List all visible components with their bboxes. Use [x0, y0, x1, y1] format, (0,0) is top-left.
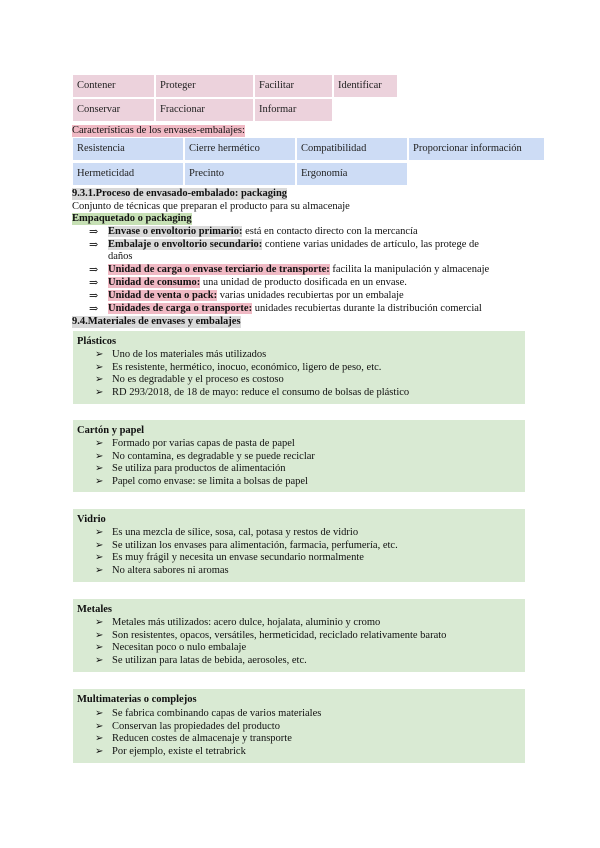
list-item: ➢ Es muy frágil y necesita un envase secundario normalmente — [95, 552, 364, 563]
features-label: Características de los envases-embalajes: — [72, 125, 245, 136]
arrow-icon: ⇒ — [89, 239, 99, 251]
material-title: Cartón y papel — [77, 425, 145, 436]
material-title: Plásticos — [77, 336, 117, 347]
list-item: ➢ Reducen costes de almacenaje y transporte — [95, 733, 292, 744]
feature-cell: Compatibilidad — [297, 138, 407, 160]
arrow-bullet-icon: ➢ — [95, 733, 104, 744]
arrow-bullet-icon: ➢ — [95, 475, 104, 487]
arrow-bullet-icon: ➢ — [95, 349, 104, 360]
arrow-icon: ⇒ — [89, 226, 99, 238]
material-title: Metales — [77, 604, 112, 615]
list-item: ➢ Papel como envase: se limita a bolsas de papel — [95, 475, 308, 487]
arrow-bullet-icon: ➢ — [95, 539, 104, 551]
section-heading: 9.4.Materiales de envases y embalajes — [72, 316, 241, 327]
arrow-bullet-icon: ➢ — [95, 361, 104, 373]
list-item: ➢ No contamina, es degradable y se puede reciclar — [95, 450, 315, 462]
arrow-icon: ⇒ — [89, 290, 99, 302]
feature-cell: Resistencia — [73, 138, 183, 160]
list-item: ➢ Uno de los materiales más utilizados — [95, 349, 267, 360]
section-subheading: Empaquetado o packaging — [72, 213, 192, 224]
list-item: Unidad de venta o pack: varias unidades recubiertas por un embalaje — [108, 290, 404, 301]
arrow-icon: ⇒ — [89, 277, 99, 289]
function-cell: Proteger — [156, 75, 253, 97]
arrow-bullet-icon: ➢ — [95, 564, 104, 576]
list-item: ➢ Por ejemplo, existe el tetrabrick — [95, 745, 246, 757]
list-item: ➢ Es resistente, hermético, inocuo, económico, ligero de peso, etc. — [95, 361, 382, 373]
section-heading: 9.3.1.Proceso de envasado-embalado: packaging — [72, 188, 288, 199]
arrow-bullet-icon: ➢ — [95, 654, 104, 666]
list-item-continuation: daños — [108, 251, 133, 262]
list-item: ➢ Formado por varias capas de pasta de papel — [95, 438, 295, 449]
feature-cell: Ergonomía — [297, 163, 407, 185]
arrow-bullet-icon: ➢ — [95, 708, 104, 719]
arrow-icon: ⇒ — [89, 303, 99, 315]
function-cell: Facilitar — [255, 75, 332, 97]
material-box-plasticos — [73, 331, 525, 404]
section-definition: Conjunto de técnicas que preparan el producto para su almacenaje — [72, 201, 350, 212]
feature-cell: Precinto — [185, 163, 295, 185]
arrow-bullet-icon: ➢ — [95, 527, 104, 538]
list-item: ➢ Metales más utilizados: acero dulce, hojalata, aluminio y cromo — [95, 617, 381, 628]
list-item: ➢ Son resistentes, opacos, versátiles, hermeticidad, reciclado relativamente barato — [95, 629, 447, 641]
arrow-bullet-icon: ➢ — [95, 374, 104, 385]
function-cell: Conservar — [73, 99, 154, 121]
arrow-bullet-icon: ➢ — [95, 720, 104, 732]
list-item: ➢ Se fabrica combinando capas de varios materiales — [95, 708, 322, 719]
feature-cell: Cierre hermético — [185, 138, 295, 160]
list-item: ➢ Se utilizan para latas de bebida, aerosoles, etc. — [95, 654, 307, 666]
material-title: Multimaterias o complejos — [77, 694, 197, 705]
list-item: Embalaje o envoltorio secundario: contiene varias unidades de artículo, las protege de — [108, 239, 479, 250]
function-cell: Informar — [255, 99, 332, 121]
function-cell: Fraccionar — [156, 99, 253, 121]
list-item: Unidad de carga o envase terciario de transporte: facilita la manipulación y almacenaje — [108, 264, 490, 275]
list-item: Unidades de carga o transporte: unidades recubiertas durante la distribución comercial — [108, 303, 482, 314]
list-item: ➢ No altera sabores ni aromas — [95, 564, 229, 576]
list-item: Unidad de consumo: una unidad de producto dosificada en un envase. — [108, 277, 407, 288]
arrow-bullet-icon: ➢ — [95, 642, 104, 653]
arrow-bullet-icon: ➢ — [95, 745, 104, 757]
arrow-bullet-icon: ➢ — [95, 552, 104, 563]
list-item: Envase o envoltorio primario: está en contacto directo con la mercancía — [108, 226, 418, 237]
arrow-bullet-icon: ➢ — [95, 386, 104, 398]
list-item: ➢ Conservan las propiedades del producto — [95, 720, 280, 732]
function-cell: Identificar — [334, 75, 397, 97]
list-item: ➢ No es degradable y el proceso es costoso — [95, 374, 284, 385]
feature-cell: Hermeticidad — [73, 163, 183, 185]
material-title: Vidrio — [77, 514, 106, 525]
list-item: ➢ Es una mezcla de sílice, sosa, cal, potasa y restos de vidrio — [95, 527, 359, 538]
list-item: ➢ Se utiliza para productos de alimentación — [95, 463, 286, 474]
arrow-bullet-icon: ➢ — [95, 617, 104, 628]
list-item: ➢ Necesitan poco o nulo embalaje — [95, 642, 247, 653]
arrow-bullet-icon: ➢ — [95, 629, 104, 641]
function-cell: Contener — [73, 75, 154, 97]
material-box-multimaterias — [73, 689, 525, 763]
feature-cell: Proporcionar información — [409, 138, 544, 160]
arrow-bullet-icon: ➢ — [95, 463, 104, 474]
list-item: ➢ RD 293/2018, de 18 de mayo: reduce el consumo de bolsas de plástico — [95, 386, 410, 398]
material-box-metales — [73, 599, 525, 672]
list-item: ➢ Se utilizan los envases para alimentación, farmacia, perfumería, etc. — [95, 539, 398, 551]
material-box-carton — [73, 420, 525, 492]
arrow-bullet-icon: ➢ — [95, 450, 104, 462]
arrow-bullet-icon: ➢ — [95, 438, 104, 449]
arrow-icon: ⇒ — [89, 264, 99, 276]
material-box-vidrio — [73, 509, 525, 582]
